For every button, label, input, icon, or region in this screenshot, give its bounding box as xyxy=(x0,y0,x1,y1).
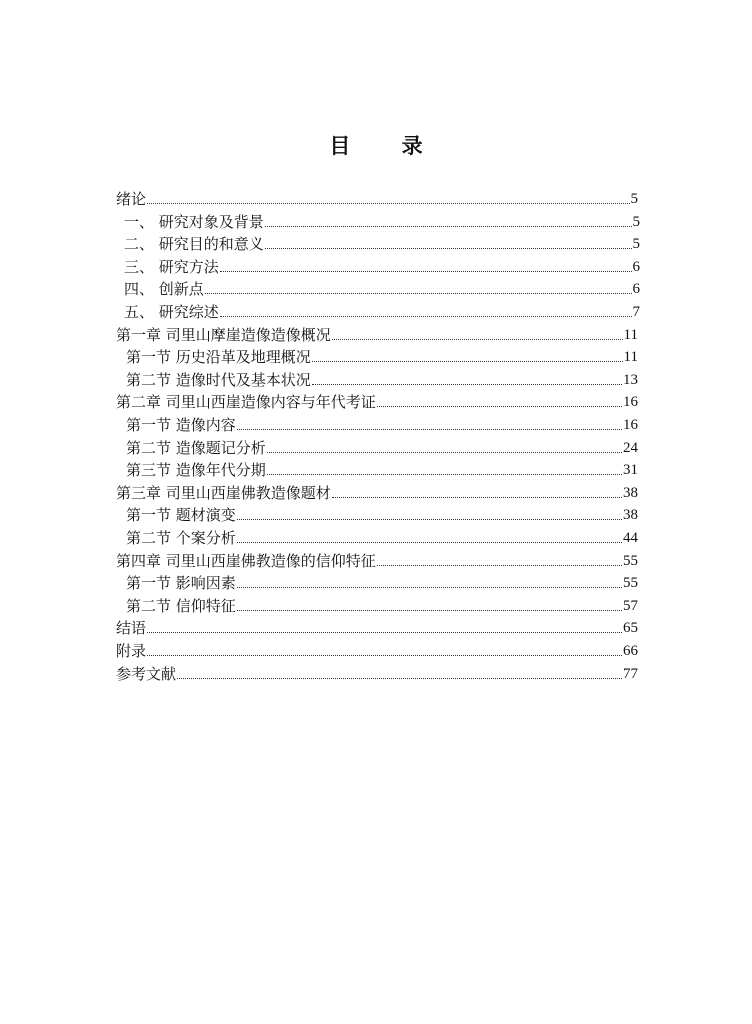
toc-leader-dots xyxy=(332,496,622,498)
toc-entry[interactable] xyxy=(116,389,638,411)
toc-entry-page-number: 7 xyxy=(632,304,640,320)
toc-entry-page-number: 55 xyxy=(623,575,638,592)
toc-leader-dots xyxy=(377,564,622,566)
toc-entry[interactable] xyxy=(116,322,638,344)
toc-entry[interactable] xyxy=(124,254,640,276)
toc-entry-label: 第二章 司里山西崖造像内容与年代考证 xyxy=(116,393,376,412)
toc-leader-dots xyxy=(147,631,622,633)
toc-entry-page-number: 38 xyxy=(623,507,638,524)
toc-entry-label: 附录 xyxy=(116,642,147,660)
toc-entry-label: 第二节 造像题记分析 xyxy=(126,438,266,457)
toc-entry[interactable] xyxy=(116,480,638,502)
toc-entry-page-number: 16 xyxy=(623,394,638,411)
toc-entry-label: 第二节 个案分析 xyxy=(126,529,236,547)
toc-entry-page-number: 77 xyxy=(623,665,638,682)
toc-leader-dots xyxy=(177,677,622,679)
toc-entry-page-number: 5 xyxy=(632,213,640,230)
toc-leader-dots xyxy=(332,338,623,340)
toc-entry-page-number: 5 xyxy=(632,236,640,253)
toc-entry-label: 参考文献 xyxy=(116,664,177,683)
toc-entry-page-number: 11 xyxy=(623,326,638,343)
toc-entry-page-number: 5 xyxy=(630,191,638,207)
toc-entry-label: 一、 研究对象及背景 xyxy=(124,212,264,231)
toc-leader-dots xyxy=(147,654,622,656)
toc-entry-page-number: 11 xyxy=(623,349,638,366)
toc-leader-dots xyxy=(237,586,622,588)
toc-entry-label: 第三章 司里山西崖佛教造像题材 xyxy=(116,483,331,502)
toc-entry-label: 三、 研究方法 xyxy=(124,257,219,276)
toc-leader-dots xyxy=(267,473,622,475)
toc-entry[interactable] xyxy=(116,186,638,208)
toc-entry[interactable] xyxy=(126,457,638,479)
toc-entry-label: 第二节 造像时代及基本状况 xyxy=(126,370,311,389)
toc-entry-label: 二、 研究目的和意义 xyxy=(124,235,264,254)
toc-entry[interactable] xyxy=(126,525,638,547)
page-title: 目 录 xyxy=(329,133,445,158)
toc-entry-label: 四、 创新点 xyxy=(124,280,204,299)
toc-entry[interactable] xyxy=(124,276,640,298)
toc-entry-page-number: 24 xyxy=(623,439,638,456)
toc-entry[interactable] xyxy=(124,299,640,321)
toc-entry-label: 五、 研究综述 xyxy=(124,303,219,321)
toc-entry-page-number: 55 xyxy=(623,552,638,569)
toc-entry[interactable] xyxy=(116,638,638,660)
toc-leader-dots xyxy=(147,202,629,204)
toc-entry-page-number: 6 xyxy=(632,258,640,275)
toc-entry-label: 第四章 司里山西崖佛教造像的信仰特征 xyxy=(116,551,376,570)
toc-leader-dots xyxy=(220,270,632,272)
toc-entry-label: 第一节 造像内容 xyxy=(126,416,236,434)
toc-leader-dots xyxy=(377,405,622,407)
toc-leader-dots xyxy=(312,383,622,385)
toc-entry[interactable] xyxy=(126,344,638,366)
toc-entry[interactable] xyxy=(126,570,638,592)
toc-entry[interactable] xyxy=(116,548,638,570)
toc-entry[interactable] xyxy=(124,231,640,253)
toc-entry[interactable] xyxy=(116,661,638,683)
toc-leader-dots xyxy=(205,292,632,294)
toc-entry[interactable] xyxy=(126,502,638,524)
toc-entry-label: 结语 xyxy=(116,619,147,638)
toc-entry-label: 第一节 题材演变 xyxy=(126,506,236,525)
toc-entry-page-number: 65 xyxy=(623,620,638,637)
toc-entry-label: 第一章 司里山摩崖造像造像概况 xyxy=(116,325,331,344)
toc-entry-label: 第二节 信仰特征 xyxy=(126,596,236,615)
toc-entry-page-number: 6 xyxy=(632,281,640,298)
toc-leader-dots xyxy=(312,360,623,362)
toc-entry-label: 第一节 历史沿革及地理概况 xyxy=(126,348,311,367)
toc-leader-dots xyxy=(237,428,622,430)
toc-entry-page-number: 16 xyxy=(623,417,638,433)
toc-entry-label: 绪论 xyxy=(116,190,147,208)
toc-entry[interactable] xyxy=(126,367,638,389)
toc-entry-page-number: 44 xyxy=(623,530,638,546)
toc-entry-label: 第一节 影响因素 xyxy=(126,574,236,593)
toc-entry[interactable] xyxy=(126,435,638,457)
toc-entry-page-number: 66 xyxy=(623,643,638,659)
toc-leader-dots xyxy=(237,609,622,611)
toc-entry-page-number: 13 xyxy=(623,371,638,388)
toc-entry[interactable] xyxy=(116,615,638,637)
toc-entry-label: 第三节 造像年代分期 xyxy=(126,461,266,480)
toc-leader-dots xyxy=(220,315,632,317)
toc-leader-dots xyxy=(237,518,622,520)
toc-entry[interactable] xyxy=(126,593,638,615)
toc-entry[interactable] xyxy=(124,209,640,231)
toc-entry-page-number: 31 xyxy=(623,462,638,479)
toc-entry-page-number: 57 xyxy=(623,597,638,614)
toc-leader-dots xyxy=(267,451,622,453)
toc-leader-dots xyxy=(265,225,632,227)
toc-entry[interactable] xyxy=(126,412,638,434)
toc-leader-dots xyxy=(237,541,622,543)
toc-entry-page-number: 38 xyxy=(623,484,638,501)
toc-leader-dots xyxy=(265,247,632,249)
